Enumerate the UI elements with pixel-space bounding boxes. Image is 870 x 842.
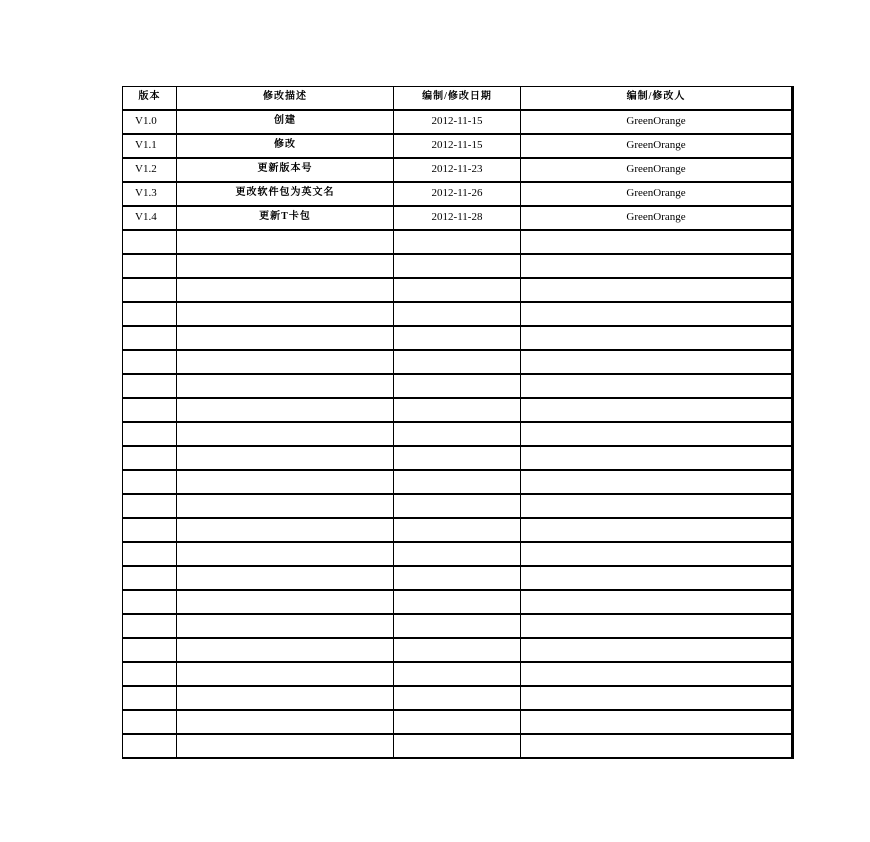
empty-cell xyxy=(123,734,177,758)
empty-cell xyxy=(177,470,394,494)
cell-description: 创建 xyxy=(177,110,394,134)
cell-version: V1.4 xyxy=(123,206,177,230)
empty-cell xyxy=(177,422,394,446)
cell-date: 2012-11-28 xyxy=(394,206,521,230)
empty-cell xyxy=(521,398,793,422)
empty-cell xyxy=(177,398,394,422)
header-date: 编制/修改日期 xyxy=(394,87,521,111)
empty-cell xyxy=(394,566,521,590)
empty-cell xyxy=(521,302,793,326)
empty-cell xyxy=(521,734,793,758)
empty-cell xyxy=(123,350,177,374)
cell-date: 2012-11-15 xyxy=(394,134,521,158)
empty-cell xyxy=(123,518,177,542)
empty-cell xyxy=(521,566,793,590)
empty-cell xyxy=(177,374,394,398)
empty-table-row xyxy=(123,710,793,734)
empty-cell xyxy=(177,326,394,350)
empty-table-row xyxy=(123,686,793,710)
empty-cell xyxy=(123,686,177,710)
empty-cell xyxy=(177,302,394,326)
empty-cell xyxy=(521,326,793,350)
empty-cell xyxy=(521,662,793,686)
empty-cell xyxy=(123,662,177,686)
empty-cell xyxy=(123,566,177,590)
header-description: 修改描述 xyxy=(177,87,394,111)
empty-cell xyxy=(177,254,394,278)
empty-cell xyxy=(394,278,521,302)
empty-table-row xyxy=(123,590,793,614)
empty-cell xyxy=(394,494,521,518)
empty-cell xyxy=(177,566,394,590)
empty-cell xyxy=(177,614,394,638)
empty-cell xyxy=(521,278,793,302)
empty-cell xyxy=(177,662,394,686)
empty-cell xyxy=(123,470,177,494)
table-row xyxy=(123,158,793,182)
empty-cell xyxy=(123,614,177,638)
empty-cell xyxy=(394,398,521,422)
empty-table-row xyxy=(123,446,793,470)
empty-cell xyxy=(394,542,521,566)
empty-table-row xyxy=(123,662,793,686)
empty-cell xyxy=(177,590,394,614)
empty-cell xyxy=(394,614,521,638)
empty-cell xyxy=(123,494,177,518)
empty-table-row xyxy=(123,470,793,494)
empty-cell xyxy=(177,518,394,542)
revision-history-table xyxy=(122,86,794,759)
cell-description: 更新版本号 xyxy=(177,158,394,182)
empty-cell xyxy=(394,254,521,278)
empty-cell xyxy=(394,446,521,470)
cell-description: 更改软件包为英文名 xyxy=(177,182,394,206)
empty-cell xyxy=(177,494,394,518)
empty-cell xyxy=(123,446,177,470)
empty-cell xyxy=(394,686,521,710)
empty-table-row xyxy=(123,350,793,374)
cell-version: V1.2 xyxy=(123,158,177,182)
empty-cell xyxy=(177,350,394,374)
empty-table-row xyxy=(123,302,793,326)
empty-cell xyxy=(123,230,177,254)
cell-version: V1.3 xyxy=(123,182,177,206)
empty-cell xyxy=(394,734,521,758)
empty-table-row xyxy=(123,422,793,446)
empty-cell xyxy=(394,374,521,398)
empty-cell xyxy=(177,278,394,302)
table-row xyxy=(123,182,793,206)
empty-cell xyxy=(521,686,793,710)
empty-table-row xyxy=(123,278,793,302)
cell-author: GreenOrange xyxy=(521,134,793,158)
empty-cell xyxy=(521,374,793,398)
empty-cell xyxy=(521,542,793,566)
empty-cell xyxy=(123,326,177,350)
empty-cell xyxy=(394,350,521,374)
header-version: 版本 xyxy=(123,87,177,111)
empty-cell xyxy=(394,638,521,662)
empty-cell xyxy=(394,662,521,686)
cell-version: V1.0 xyxy=(123,110,177,134)
empty-cell xyxy=(521,638,793,662)
cell-date: 2012-11-15 xyxy=(394,110,521,134)
empty-cell xyxy=(123,278,177,302)
empty-cell xyxy=(177,638,394,662)
empty-cell xyxy=(394,470,521,494)
cell-author: GreenOrange xyxy=(521,158,793,182)
empty-cell xyxy=(521,710,793,734)
empty-rows xyxy=(123,230,793,758)
empty-cell xyxy=(521,422,793,446)
empty-cell xyxy=(123,710,177,734)
empty-cell xyxy=(123,398,177,422)
empty-cell xyxy=(123,542,177,566)
header-author: 编制/修改人 xyxy=(521,87,793,111)
table-row xyxy=(123,134,793,158)
empty-table-row xyxy=(123,398,793,422)
empty-cell xyxy=(177,542,394,566)
cell-date: 2012-11-26 xyxy=(394,182,521,206)
table-header-row xyxy=(123,87,793,111)
empty-cell xyxy=(521,230,793,254)
empty-cell xyxy=(521,494,793,518)
cell-author: GreenOrange xyxy=(521,206,793,230)
empty-cell xyxy=(394,518,521,542)
cell-author: GreenOrange xyxy=(521,182,793,206)
empty-cell xyxy=(123,422,177,446)
cell-date: 2012-11-23 xyxy=(394,158,521,182)
empty-table-row xyxy=(123,230,793,254)
empty-cell xyxy=(521,350,793,374)
empty-cell xyxy=(123,590,177,614)
empty-table-row xyxy=(123,374,793,398)
empty-cell xyxy=(394,710,521,734)
empty-table-row xyxy=(123,518,793,542)
empty-cell xyxy=(521,614,793,638)
cell-description: 修改 xyxy=(177,134,394,158)
empty-cell xyxy=(394,590,521,614)
empty-table-row xyxy=(123,494,793,518)
cell-author: GreenOrange xyxy=(521,110,793,134)
empty-cell xyxy=(521,470,793,494)
empty-cell xyxy=(177,710,394,734)
empty-table-row xyxy=(123,566,793,590)
empty-table-row xyxy=(123,542,793,566)
empty-cell xyxy=(521,518,793,542)
empty-cell xyxy=(521,446,793,470)
empty-cell xyxy=(521,590,793,614)
cell-description: 更新T卡包 xyxy=(177,206,394,230)
empty-cell xyxy=(177,686,394,710)
empty-table-row xyxy=(123,614,793,638)
empty-cell xyxy=(394,422,521,446)
empty-table-row xyxy=(123,734,793,758)
empty-cell xyxy=(394,326,521,350)
table-row xyxy=(123,206,793,230)
empty-cell xyxy=(123,374,177,398)
empty-cell xyxy=(177,446,394,470)
empty-table-row xyxy=(123,254,793,278)
cell-version: V1.1 xyxy=(123,134,177,158)
table-row xyxy=(123,110,793,134)
empty-table-row xyxy=(123,638,793,662)
empty-cell xyxy=(394,230,521,254)
empty-cell xyxy=(123,302,177,326)
empty-cell xyxy=(177,734,394,758)
empty-cell xyxy=(123,254,177,278)
empty-cell xyxy=(394,302,521,326)
empty-table-row xyxy=(123,326,793,350)
empty-cell xyxy=(521,254,793,278)
empty-cell xyxy=(177,230,394,254)
empty-cell xyxy=(123,638,177,662)
